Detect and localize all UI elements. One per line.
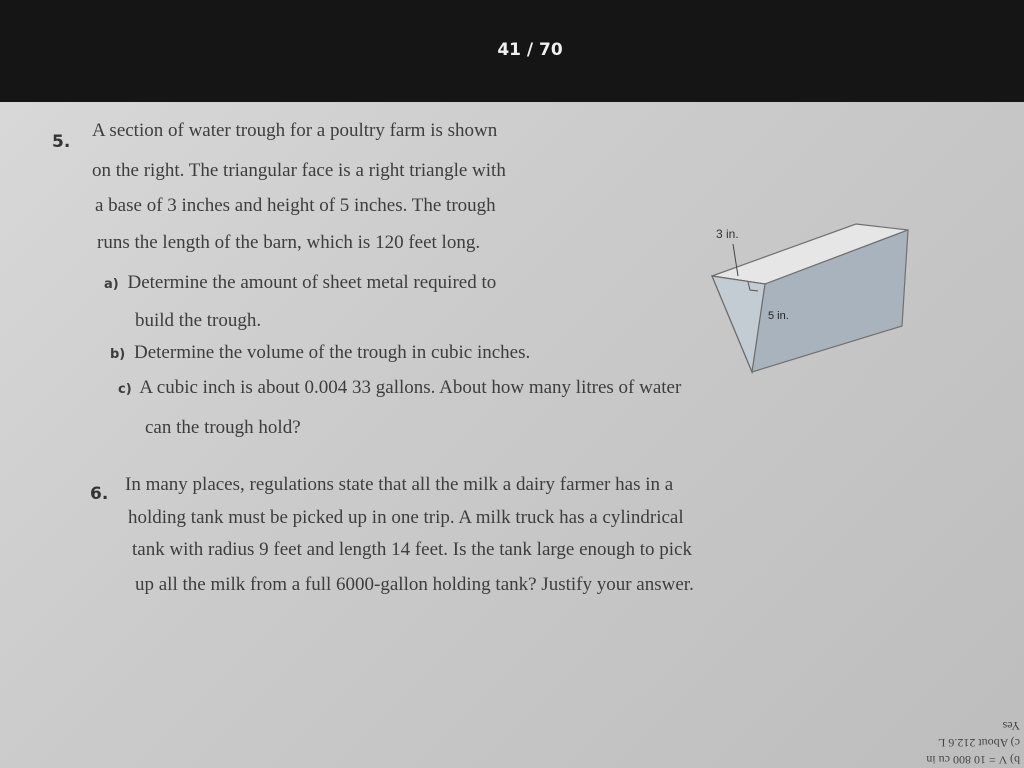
problem-line: tank with radius 9 feet and length 14 feet. Is the tank large enough to pick: [132, 539, 692, 560]
problem-line: A section of water trough for a poultry farm is shown: [92, 120, 498, 141]
subquestion-letter: b): [110, 347, 126, 362]
label-5in: 5 in.: [768, 310, 789, 322]
trough-figure: [700, 214, 920, 379]
problem-line: a base of 3 inches and height of 5 inches. The trough: [95, 195, 496, 216]
answer-key: [800, 700, 1020, 768]
subquestion-b: [110, 342, 530, 364]
problem-line: up all the milk from a full 6000-gallon holding tank? Justify your answer.: [135, 574, 694, 595]
subquestion-c: [118, 377, 681, 399]
subquestion-text: build the trough.: [135, 310, 262, 331]
problem-line: In many places, regulations state that all the milk a dairy farmer has in a: [125, 474, 674, 495]
subquestion-text: can the trough hold?: [145, 417, 301, 438]
page-counter: 41 / 70: [497, 40, 563, 60]
subquestion-letter: a): [104, 277, 119, 292]
answer-line: b) V = 10 800 cu in: [926, 753, 1020, 767]
label-3in: 3 in.: [716, 227, 739, 241]
subquestion-text: Determine the amount of sheet metal required to: [127, 272, 497, 293]
document-page: [0, 102, 1024, 768]
problem-number: 5.: [52, 132, 71, 152]
problem-line: holding tank must be picked up in one trip. A milk truck has a cylindrical: [128, 507, 684, 528]
answer-line: Yes: [1002, 719, 1020, 733]
subquestion-text: Determine the volume of the trough in cubic inches.: [134, 342, 531, 363]
problem-number: 6.: [90, 484, 109, 504]
subquestion-a: [104, 272, 496, 294]
subquestion-letter: c): [118, 382, 132, 397]
problem-line: runs the length of the barn, which is 120 feet long.: [97, 232, 481, 253]
subquestion-text: A cubic inch is about 0.004 33 gallons. About how many litres of water: [139, 377, 682, 398]
viewer-top-bar: [0, 0, 1024, 102]
problem-line: on the right. The triangular face is a right triangle with: [92, 160, 506, 181]
answer-line: c) About 212.6 L: [938, 736, 1020, 750]
